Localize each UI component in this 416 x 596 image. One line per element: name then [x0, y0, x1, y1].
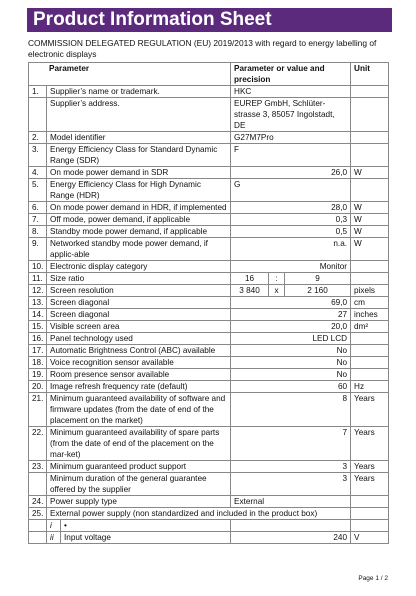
table-row	[29, 473, 389, 496]
row-value: n.a.	[231, 238, 351, 261]
row-value: 27	[231, 309, 351, 321]
row-number: 17.	[29, 345, 47, 357]
row-number: 10.	[29, 261, 47, 273]
table-row	[29, 381, 389, 393]
table-row	[29, 427, 389, 461]
table-row	[29, 273, 389, 285]
header-unit: Unit	[351, 63, 389, 86]
table-sub-row	[29, 520, 389, 532]
table-header-row	[29, 63, 389, 86]
row-number: 16.	[29, 333, 47, 345]
row-unit	[351, 132, 389, 144]
row-unit: inches	[351, 309, 389, 321]
table-row	[29, 393, 389, 427]
row-parameter: Energy Efficiency Class for High Dynamic Range (HDR)	[47, 179, 231, 202]
row-value: G27M7Pro	[231, 132, 351, 144]
row-parameter: Energy Efficiency Class for Standard Dynamic Range (SDR)	[47, 144, 231, 167]
row-number: 23.	[29, 461, 47, 473]
page-title: Product Information Sheet	[27, 8, 392, 32]
row-unit: pixels	[351, 285, 389, 297]
row-unit	[351, 179, 389, 202]
row-parameter: On mode power demand in HDR, if implemented	[47, 202, 231, 214]
product-info-table	[28, 62, 389, 544]
row-unit: W	[351, 167, 389, 179]
row-value: No	[231, 357, 351, 369]
row-value-a: 3 840	[231, 285, 269, 297]
row-value-a: 16	[231, 273, 269, 285]
table-row	[29, 461, 389, 473]
row-number: 20.	[29, 381, 47, 393]
row-unit: W	[351, 226, 389, 238]
table-row	[29, 496, 389, 508]
row-number	[29, 532, 47, 544]
row-number: 22.	[29, 427, 47, 461]
row-value: 28,0	[231, 202, 351, 214]
row-parameter: Automatic Brightness Control (ABC) available	[47, 345, 231, 357]
table-row	[29, 321, 389, 333]
row-unit	[351, 345, 389, 357]
table-row	[29, 285, 389, 297]
row-parameter: Power supply type	[47, 496, 231, 508]
row-value-separator: :	[269, 273, 285, 285]
row-unit	[351, 357, 389, 369]
row-value: External	[231, 496, 351, 508]
table-row	[29, 261, 389, 273]
row-parameter: Off mode, power demand, if applicable	[47, 214, 231, 226]
row-number	[29, 98, 47, 132]
table-row	[29, 226, 389, 238]
row-parameter: Screen diagonal	[47, 309, 231, 321]
table-row	[29, 333, 389, 345]
row-parameter: Minimum guaranteed product support	[47, 461, 231, 473]
row-number: 24.	[29, 496, 47, 508]
row-parameter: Size ratio	[47, 273, 231, 285]
row-unit: Years	[351, 461, 389, 473]
row-number: 21.	[29, 393, 47, 427]
row-value: 20,0	[231, 321, 351, 333]
row-number	[29, 520, 47, 532]
row-value: 3	[231, 461, 351, 473]
row-value: HKC	[231, 86, 351, 98]
table-row	[29, 202, 389, 214]
sub-row-value	[231, 520, 351, 532]
row-number: 9.	[29, 238, 47, 261]
row-parameter: Minimum duration of the general guarantee offered by the supplier	[47, 473, 231, 496]
row-value: 7	[231, 427, 351, 461]
table-row	[29, 179, 389, 202]
row-unit	[351, 496, 389, 508]
row-unit: Hz	[351, 381, 389, 393]
row-unit: Years	[351, 393, 389, 427]
header-parameter: Parameter	[29, 63, 231, 86]
table-row	[29, 238, 389, 261]
row-unit: Years	[351, 427, 389, 461]
row-parameter: Screen resolution	[47, 285, 231, 297]
table-row	[29, 214, 389, 226]
row-number: 18.	[29, 357, 47, 369]
row-value: 0,5	[231, 226, 351, 238]
row-unit	[351, 508, 389, 520]
table-row	[29, 369, 389, 381]
row-unit	[351, 86, 389, 98]
row-value: 26,0	[231, 167, 351, 179]
sub-row-unit	[351, 520, 389, 532]
row-value-b: 9	[285, 273, 351, 285]
regulation-subtitle: COMMISSION DELEGATED REGULATION (EU) 2019/2013 with regard to energy labelling of electronic displays	[28, 38, 377, 59]
row-parameter: Voice recognition sensor available	[47, 357, 231, 369]
row-unit	[351, 261, 389, 273]
row-value: F	[231, 144, 351, 167]
row-value: EUREP GmbH, Schlüter-strasse 3, 85057 Ingolstadt, DE	[231, 98, 351, 132]
row-unit	[351, 273, 389, 285]
row-unit	[351, 98, 389, 132]
row-number: 13.	[29, 297, 47, 309]
row-parameter: Minimum guaranteed availability of software and firmware updates (from the date of end of the placement on the market)	[47, 393, 231, 427]
header-value: Parameter or value and precision	[231, 63, 351, 86]
table-row	[29, 86, 389, 98]
sub-row-unit: V	[351, 532, 389, 544]
table-row	[29, 167, 389, 179]
table-row	[29, 357, 389, 369]
row-unit: cm	[351, 297, 389, 309]
row-parameter: Electronic display category	[47, 261, 231, 273]
table-row	[29, 144, 389, 167]
row-number: 1.	[29, 86, 47, 98]
row-parameter: Room presence sensor available	[47, 369, 231, 381]
row-number: 25.	[29, 508, 47, 520]
row-parameter: External power supply (non standardized and included in the product box)	[47, 508, 351, 520]
row-unit	[351, 144, 389, 167]
row-value: No	[231, 369, 351, 381]
row-number: 11.	[29, 273, 47, 285]
row-parameter: Standby mode power demand, if applicable	[47, 226, 231, 238]
row-value: G	[231, 179, 351, 202]
row-parameter: Networked standby mode power demand, if applic-able	[47, 238, 231, 261]
row-value: 0,3	[231, 214, 351, 226]
row-number: 14.	[29, 309, 47, 321]
table-row	[29, 297, 389, 309]
row-value-separator: x	[269, 285, 285, 297]
sub-row-value: 240	[231, 532, 351, 544]
row-unit	[351, 333, 389, 345]
row-parameter: Supplier’s name or trademark.	[47, 86, 231, 98]
row-unit: dm²	[351, 321, 389, 333]
row-number: 5.	[29, 179, 47, 202]
row-parameter: Minimum guaranteed availability of spare parts (from the date of end of the placement on the mar-ket)	[47, 427, 231, 461]
table-row	[29, 132, 389, 144]
row-number: 3.	[29, 144, 47, 167]
page-number: Page 1 / 2	[358, 575, 388, 582]
row-unit	[351, 369, 389, 381]
row-parameter: Visible screen area	[47, 321, 231, 333]
row-unit: Years	[351, 473, 389, 496]
table-row	[29, 345, 389, 357]
row-value: 60	[231, 381, 351, 393]
row-number: 2.	[29, 132, 47, 144]
row-parameter: Model identifier	[47, 132, 231, 144]
row-value: 3	[231, 473, 351, 496]
row-value: Monitor	[231, 261, 351, 273]
sub-row-parameter: Input voltage	[61, 532, 231, 544]
row-value: 69,0	[231, 297, 351, 309]
row-number: 4.	[29, 167, 47, 179]
row-value: No	[231, 345, 351, 357]
row-number: 7.	[29, 214, 47, 226]
row-parameter: Panel technology used	[47, 333, 231, 345]
table-row	[29, 309, 389, 321]
row-number: 6.	[29, 202, 47, 214]
row-unit: W	[351, 202, 389, 214]
row-unit: W	[351, 238, 389, 261]
sub-row-index: i	[47, 520, 61, 532]
sub-row-parameter: •	[61, 520, 231, 532]
row-number	[29, 473, 47, 496]
row-parameter: Image refresh frequency rate (default)	[47, 381, 231, 393]
row-number: 8.	[29, 226, 47, 238]
row-number: 12.	[29, 285, 47, 297]
table-row	[29, 508, 389, 520]
sub-row-index: ii	[47, 532, 61, 544]
row-unit: W	[351, 214, 389, 226]
row-parameter: Supplier’s address.	[47, 98, 231, 132]
row-value-b: 2 160	[285, 285, 351, 297]
row-number: 15.	[29, 321, 47, 333]
row-number: 19.	[29, 369, 47, 381]
row-value: 8	[231, 393, 351, 427]
table-sub-row	[29, 532, 389, 544]
row-parameter: Screen diagonal	[47, 297, 231, 309]
row-value: LED LCD	[231, 333, 351, 345]
row-parameter: On mode power demand in SDR	[47, 167, 231, 179]
table-row	[29, 98, 389, 132]
